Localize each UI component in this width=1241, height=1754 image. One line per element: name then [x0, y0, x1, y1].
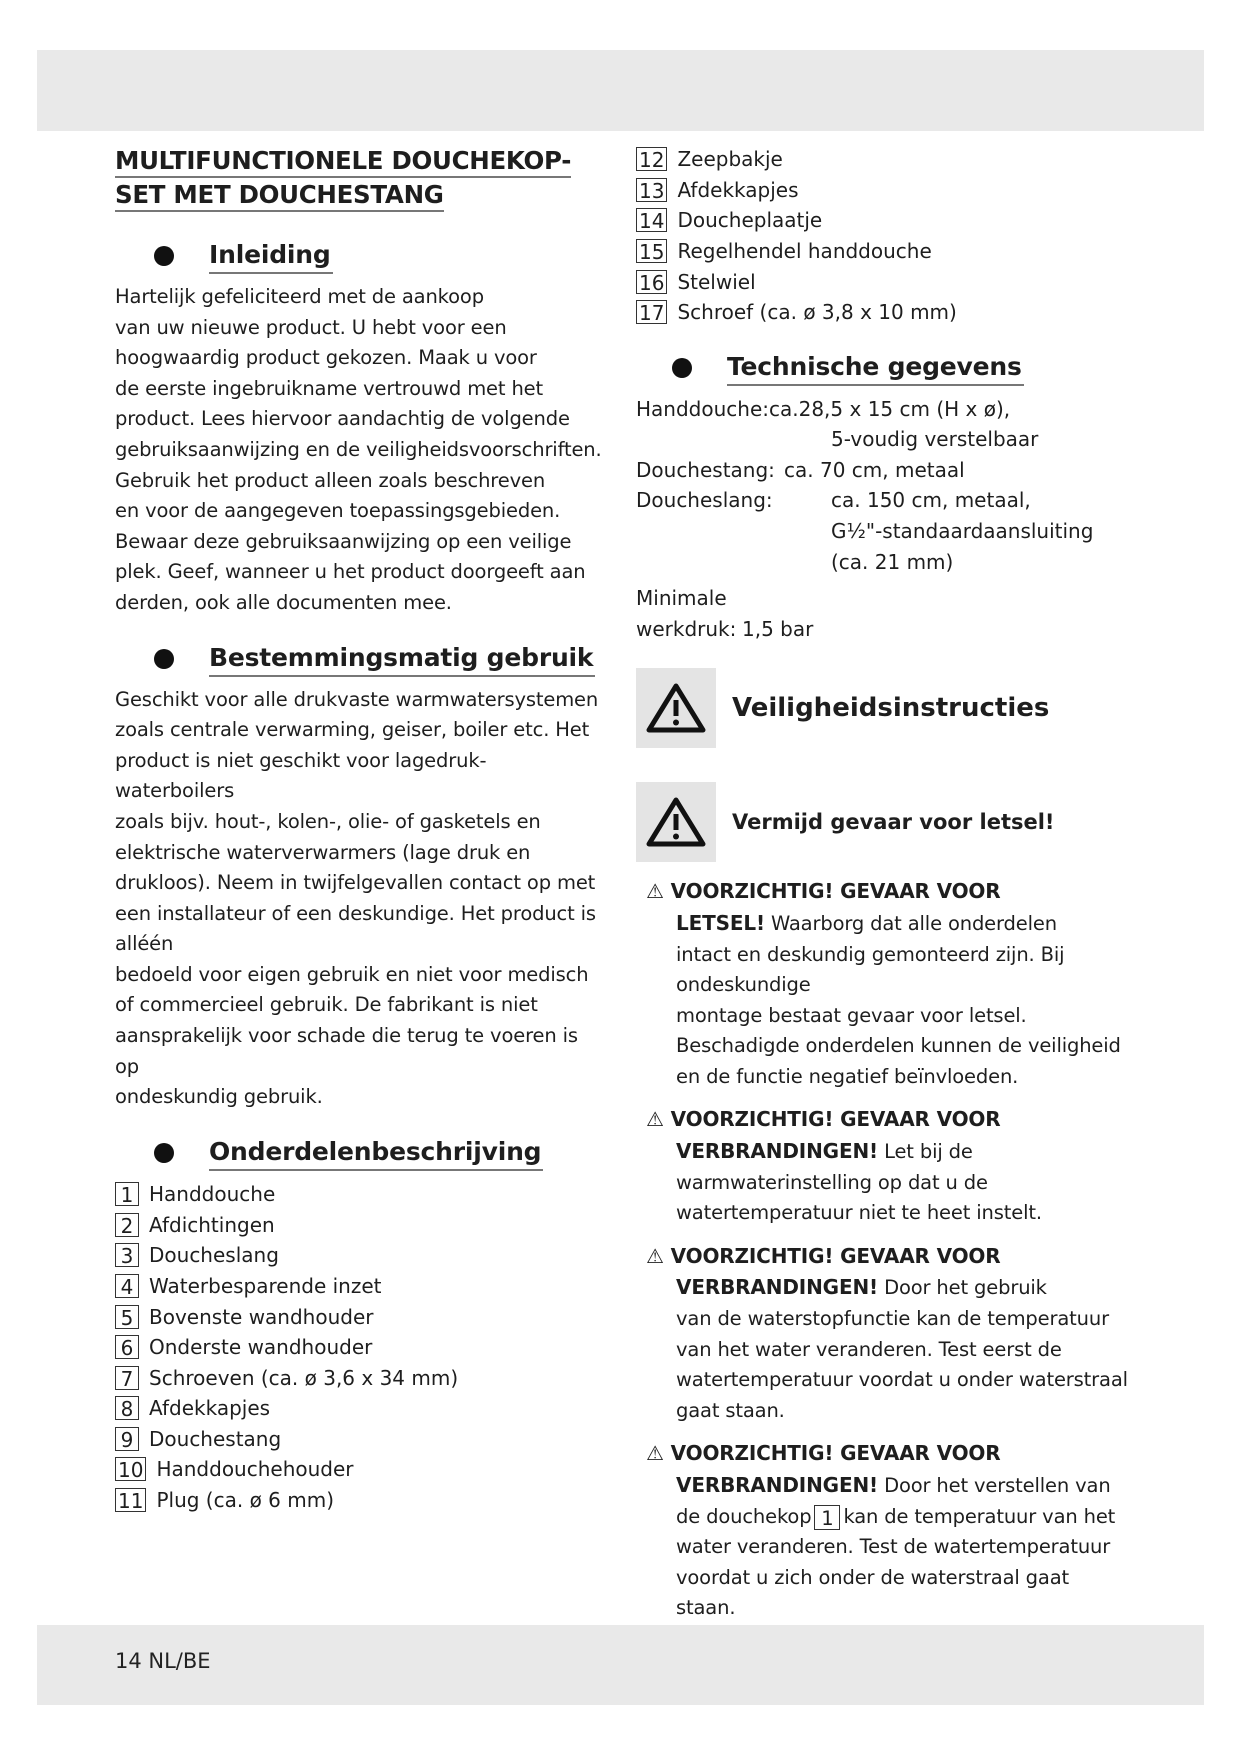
list-item: 17 Schroef (ca. ø 3,8 x 10 mm): [636, 297, 1136, 328]
warning-triangle-icon: [636, 668, 716, 748]
tech-label-doucheslang: Doucheslang:: [636, 488, 773, 513]
tech-heading-row: [636, 350, 1136, 386]
list-item: 8 Afdekkapjes: [115, 1393, 605, 1424]
footer-band: [37, 1625, 1204, 1705]
caution-1: ⚠ VOORZICHTIG! GEVAAR VOOR LETSEL! Waarborg dat alle onderdelen intact en deskundig gemonteerd zijn. Bij ondeskundige montage bestaat gevaar voor letsel. Beschadigde onderdelen kunnen de veiligheid en de functie negatief beïnvloeden.: [646, 879, 1121, 1088]
bullet-icon: [154, 246, 174, 266]
list-item: 5 Bovenste wandhouder: [115, 1301, 605, 1332]
parts-list-continued: [636, 144, 1136, 328]
list-item: 9 Douchestang: [115, 1424, 605, 1455]
list-item: 2 Afdichtingen: [115, 1209, 605, 1240]
page-number: 14 NL/BE: [115, 1649, 211, 1673]
tech-label-handdouche: Handdouche:: [636, 396, 769, 421]
intro-heading: Inleiding: [209, 238, 333, 274]
tech-value-werkdruk: 1,5 bar: [742, 616, 814, 641]
left-column: [115, 144, 605, 1515]
warning-small-icon: ⚠: [646, 1441, 664, 1466]
list-item: 15 Regelhendel handdouche: [636, 236, 1136, 267]
list-item: 6 Onderste wandhouder: [115, 1332, 605, 1363]
bullet-icon: [154, 1143, 174, 1163]
list-item: 10 Handdouchehouder: [115, 1454, 605, 1485]
title-line-1: MULTIFUNCTIONELE DOUCHEKOP-: [115, 146, 571, 178]
list-item: 14 Doucheplaatje: [636, 205, 1136, 236]
list-item: 11 Plug (ca. ø 6 mm): [115, 1485, 605, 1516]
tech-value-handdouche: ca.28,5 x 15 cm (H x ø),: [769, 396, 1011, 421]
caution-2: ⚠ VOORZICHTIG! GEVAAR VOOR VERBRANDINGEN! Let bij de warmwaterinstelling op dat u de watertemperatuur niet te heet instelt.: [646, 1107, 1042, 1225]
bullet-icon: [672, 358, 692, 378]
caution-4: ⚠ VOORZICHTIG! GEVAAR VOOR VERBRANDINGEN! Door het verstellen van de douchekop 1 kan de temperatuur van het water veranderen. Test de watertemperatuur voordat u zich onder de waterstraal gaat staan.: [646, 1441, 1116, 1620]
tech-label-werkdruk-2: werkdruk:: [636, 616, 737, 641]
warning-small-icon: ⚠: [646, 1107, 664, 1132]
tech-value-doucheslang-3: (ca. 21 mm): [831, 549, 954, 574]
parts-heading-row: [115, 1135, 605, 1171]
tech-value-doucheslang: ca. 150 cm, metaal,: [831, 488, 1031, 513]
warning-small-icon: ⚠: [646, 1243, 664, 1268]
document-title: [115, 144, 605, 212]
intro-heading-row: [115, 238, 605, 274]
warning-small-icon: ⚠: [646, 879, 664, 904]
tech-heading: Technische gegevens: [727, 350, 1024, 386]
tech-label-douchestang: Douchestang:: [636, 457, 775, 482]
cautions: [636, 876, 1136, 1624]
safety-heading-row: [636, 668, 1136, 748]
list-item: 1 Handdouche: [115, 1179, 605, 1210]
safety-heading: Veiligheidsinstructies: [732, 693, 1050, 724]
intro-text: Hartelijk gefeliciteerd met de aankoop van uw nieuwe product. U hebt voor een hoogwaardig product gekozen. Maak u voor de eerste ingebruikname vertrouwd met het product. Lees hiervoor aandachtig de volgende gebruiksaanwijzing en de veiligheidsvoorschriften. Gebruik het product alleen zoals beschreven en voor de aangegeven toepassingsgebieden. Bewaar deze gebruiksaanwijzing op een veilige plek. Geef, wanneer u het product doorgeeft aan derden, ook alle documenten mee.: [115, 285, 602, 614]
tech-value-doucheslang-2: G½"-standaardaansluiting: [831, 518, 1094, 543]
list-item: 13 Afdekkapjes: [636, 175, 1136, 206]
intended-use-heading-row: [115, 641, 605, 677]
tech-value-douchestang: ca. 70 cm, metaal: [784, 457, 965, 482]
safety-subheading: Vermijd gevaar voor letsel!: [732, 810, 1055, 835]
intended-use-heading: Bestemmingsmatig gebruik: [209, 641, 595, 677]
warning-triangle-icon: [636, 782, 716, 862]
parts-heading: Onderdelenbeschrijving: [209, 1135, 543, 1171]
tech-specs: [636, 394, 1136, 645]
list-item: 12 Zeepbakje: [636, 144, 1136, 175]
part-ref-badge: 1: [814, 1505, 840, 1530]
right-column: [636, 144, 1136, 1636]
title-line-2: SET MET DOUCHESTANG: [115, 180, 444, 212]
parts-list: [115, 1179, 605, 1516]
caution-3: ⚠ VOORZICHTIG! GEVAAR VOOR VERBRANDINGEN! Door het gebruik van de waterstopfunctie kan de temperatuur van het water veranderen. Test eerst de watertemperatuur voordat u onder waterstraal gaat staan.: [646, 1243, 1128, 1422]
list-item: 4 Waterbesparende inzet: [115, 1271, 605, 1302]
safety-subheading-row: [636, 782, 1136, 862]
header-band: [37, 50, 1204, 131]
list-item: 7 Schroeven (ca. ø 3,6 x 34 mm): [115, 1362, 605, 1393]
bullet-icon: [154, 649, 174, 669]
list-item: 16 Stelwiel: [636, 266, 1136, 297]
tech-value-handdouche-2: 5-voudig verstelbaar: [831, 427, 1039, 452]
intended-use-text: Geschikt voor alle drukvaste warmwatersystemen zoals centrale verwarming, geiser, boiler etc. Het product is niet geschikt voor lagedruk-waterboilers zoals bijv. hout-, kolen-, olie- of gasketels en elektrische waterverwarmers (lage druk en drukloos). Neem in twijfelgevallen contact op met een installateur of een deskundige. Het product is alléén bedoeld voor eigen gebruik en niet voor medisch of commercieel gebruik. De fabrikant is niet aansprakelijk voor schade die terug te voeren is op ondeskundig gebruik.: [115, 687, 599, 1109]
list-item: 3 Doucheslang: [115, 1240, 605, 1271]
tech-label-werkdruk-1: Minimale: [636, 586, 727, 611]
